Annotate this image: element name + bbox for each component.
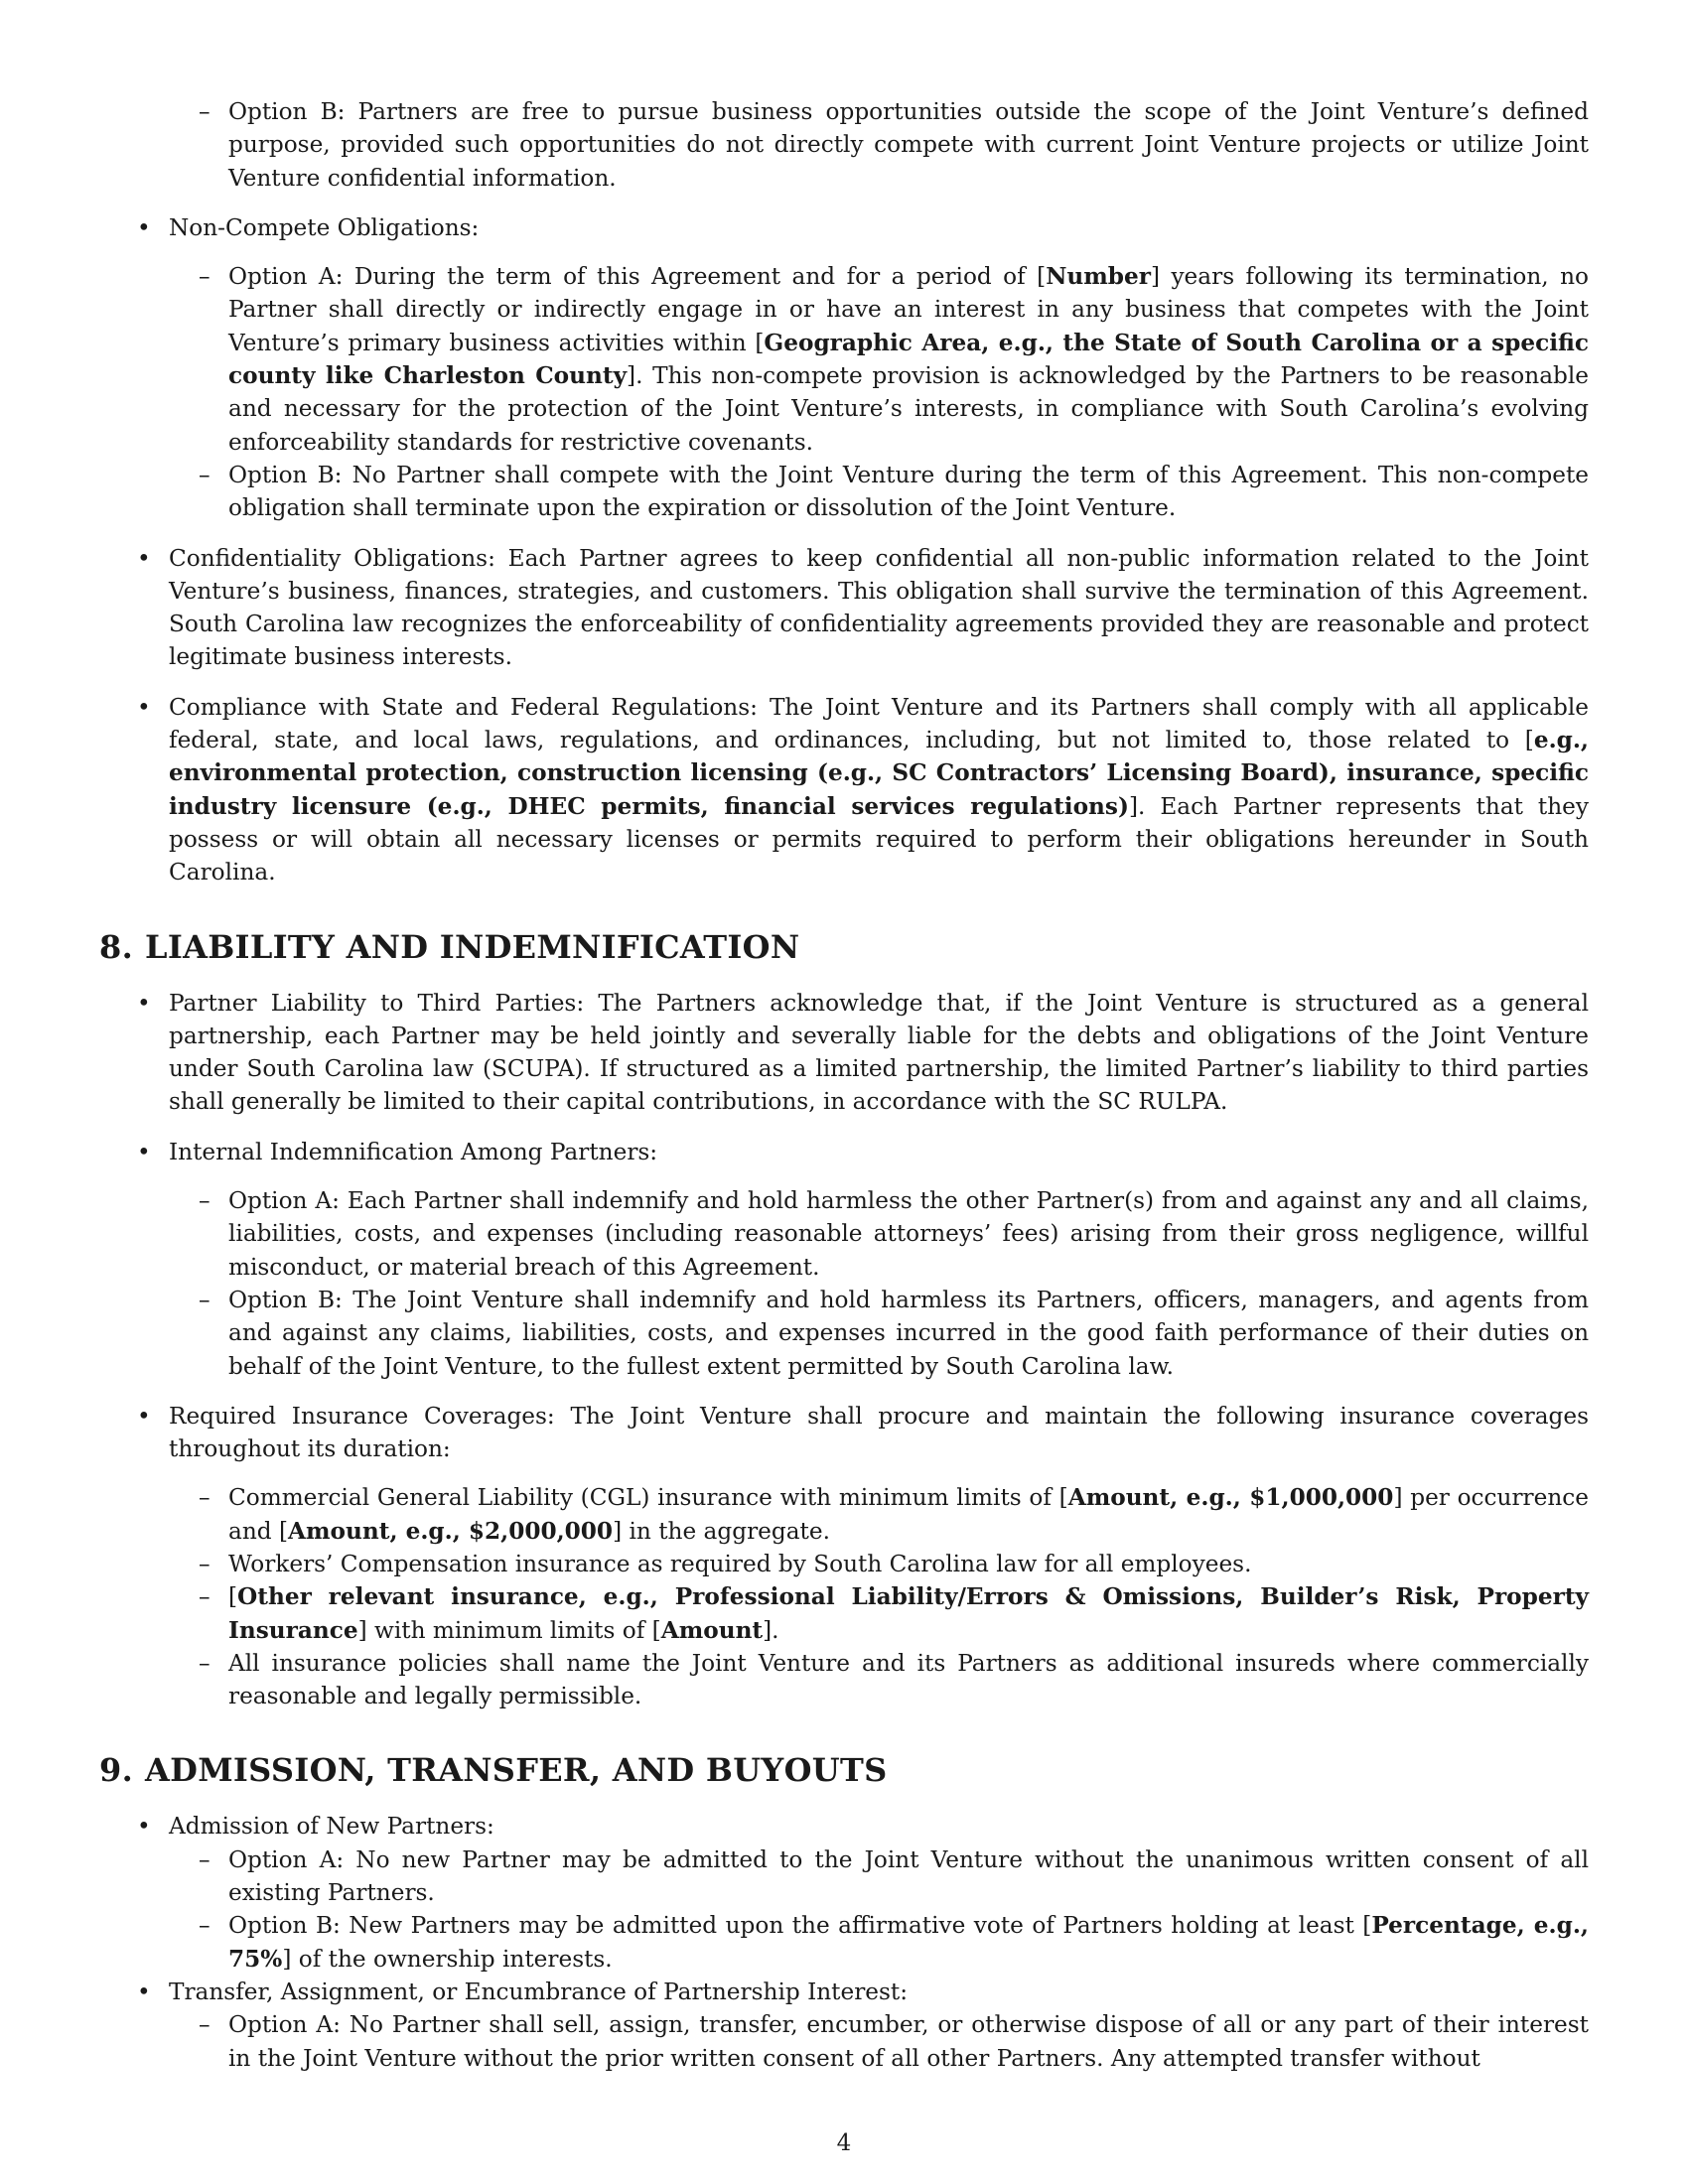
- continuation-list: [99, 95, 1589, 195]
- indemnification-options: [169, 1184, 1589, 1383]
- transfer-item: [99, 1976, 1589, 2075]
- indemnification-heading: • Internal Indemnification Among Partners:: [169, 1138, 658, 1165]
- insurance-options: [169, 1481, 1589, 1712]
- non-compete-option-a: – Option A: During the term of this Agreement and for a period of [Number] years following its termination, no Partner shall directly or indirectly engage in or have an interest in any business that competes with the Joint Venture’s primary business activities within [Geographic Area, e.g., the State of South Carolina or a specific county like Charleston County]. This non-compete provision is acknowledged by the Partners to be reasonable and necessary for the protection of the Joint Venture’s interests, in compliance with South Carolina’s evolving enforceability standards for restrictive covenants.: [169, 260, 1589, 459]
- section-8-heading: 8. LIABILITY AND INDEMNIFICATION: [99, 927, 800, 966]
- insurance-item: [99, 1400, 1589, 1713]
- outside-opportunities-option-b: – Option B: Partners are free to pursue business opportunities outside the scope of the Joint Venture’s defined purpose, provided such opportunities do not directly compete with current Joint Venture projects or utilize Joint Venture confidential information.: [169, 95, 1589, 195]
- section-7-list: [99, 211, 1589, 889]
- section-8-list: [99, 987, 1589, 1713]
- confidentiality-item: • Confidentiality Obligations: Each Partner agrees to keep confidential all non-public information related to the Joint Venture’s business, finances, strategies, and customers. This obligation shall survive the termination of this Agreement. South Carolina law recognizes the enforceability of confidentiality agreements provided they are reasonable and protect legitimate business interests.: [99, 542, 1589, 674]
- transfer-options: [169, 2008, 1589, 2075]
- page-number: 4: [836, 2130, 852, 2156]
- non-compete-item: [99, 211, 1589, 525]
- transfer-heading: • Transfer, Assignment, or Encumbrance of Partnership Interest:: [169, 1978, 909, 2005]
- section-9-list: [99, 1810, 1589, 2074]
- indemnification-option-a: – Option A: Each Partner shall indemnify and hold harmless the other Partner(s) from and against any and all claims, liabilities, costs, and expenses (including reasonable attorneys’ fees) arising from their gross negligence, willful misconduct, or material breach of this Agreement.: [169, 1184, 1589, 1284]
- document-page: [99, 95, 1589, 2075]
- workers-comp-insurance: – Workers’ Compensation insurance as required by South Carolina law for all employees.: [169, 1548, 1589, 1580]
- insurance-heading: • Required Insurance Coverages: The Joint Venture shall procure and maintain the following insurance coverages throughout its duration:: [169, 1402, 1589, 1463]
- admission-option-a: – Option A: No new Partner may be admitted to the Joint Venture without the unanimous written consent of all existing Partners.: [169, 1843, 1589, 1910]
- admission-options: [169, 1843, 1589, 1976]
- cgl-insurance: – Commercial General Liability (CGL) insurance with minimum limits of [Amount, e.g., $1,000,000] per occurrence and [Amount, e.g., $2,000,000] in the aggregate.: [169, 1481, 1589, 1548]
- non-compete-option-b: – Option B: No Partner shall compete with the Joint Venture during the term of this Agreement. This non-compete obligation shall terminate upon the expiration or dissolution of the Joint Venture.: [169, 459, 1589, 525]
- third-party-liability-item: • Partner Liability to Third Parties: The Partners acknowledge that, if the Joint Venture is structured as a general partnership, each Partner may be held jointly and severally liable for the debts and obligations of the Joint Venture under South Carolina law (SCUPA). If structured as a limited partnership, the limited Partner’s liability to third parties shall generally be limited to their capital contributions, in accordance with the SC RULPA.: [99, 987, 1589, 1119]
- section-9-heading: 9. ADMISSION, TRANSFER, AND BUYOUTS: [99, 1751, 888, 1790]
- admission-item: [99, 1810, 1589, 1975]
- admission-option-b: – Option B: New Partners may be admitted upon the affirmative vote of Partners holding at least [Percentage, e.g., 75%] of the ownership interests.: [169, 1909, 1589, 1976]
- indemnification-item: [99, 1136, 1589, 1383]
- non-compete-heading: • Non-Compete Obligations:: [169, 213, 480, 241]
- non-compete-options: [169, 260, 1589, 524]
- additional-insureds: – All insurance policies shall name the Joint Venture and its Partners as additional insureds where commercially reasonable and legally permissible.: [169, 1647, 1589, 1713]
- compliance-item: • Compliance with State and Federal Regulations: The Joint Venture and its Partners shall comply with all applicable federal, state, and local laws, regulations, and ordinances, including, but not limited to, those related to [e.g., environmental protection, construction licensing (e.g., SC Contractors’ Licensing Board), insurance, specific industry licensure (e.g., DHEC permits, financial services regulations)]. Each Partner represents that they possess or will obtain all necessary licenses or permits required to perform their obligations hereunder in South Carolina.: [99, 691, 1589, 889]
- other-insurance: – [Other relevant insurance, e.g., Professional Liability/Errors & Omissions, Builder’s Risk, Property Insurance] with minimum limits of [Amount].: [169, 1580, 1589, 1647]
- admission-heading: • Admission of New Partners:: [169, 1813, 494, 1841]
- transfer-option-a: – Option A: No Partner shall sell, assign, transfer, encumber, or otherwise dispose of all or any part of their interest in the Joint Venture without the prior written consent of all other Partners. Any attempted transfer without: [169, 2008, 1589, 2075]
- indemnification-option-b: – Option B: The Joint Venture shall indemnify and hold harmless its Partners, officers, managers, and agents from and against any claims, liabilities, costs, and expenses incurred in the good faith performance of their duties on behalf of the Joint Venture, to the fullest extent permitted by South Carolina law.: [169, 1284, 1589, 1383]
